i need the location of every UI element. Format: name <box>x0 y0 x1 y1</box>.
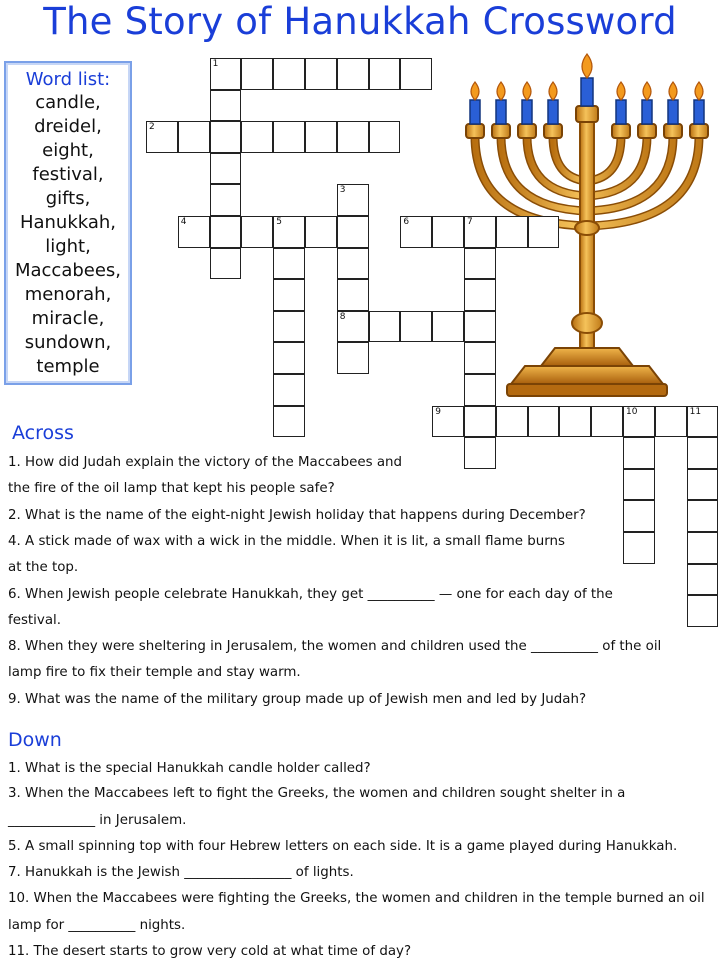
crossword-cell[interactable] <box>241 121 273 153</box>
crossword-cell[interactable] <box>273 121 305 153</box>
crossword-cell[interactable] <box>623 469 655 501</box>
crossword-cell[interactable] <box>687 406 719 438</box>
word-list-item: light, <box>45 236 91 257</box>
word-list-item: menorah, <box>24 284 112 305</box>
clue-number: 8 <box>339 311 346 322</box>
crossword-cell[interactable] <box>273 216 305 248</box>
crossword-cell[interactable] <box>337 248 369 280</box>
clue-line: the fire of the oil lamp that kept his people safe? <box>8 481 335 496</box>
clue-line: 11. The desert starts to grow very cold at what time of day? <box>8 944 412 959</box>
clue-number: 11 <box>689 406 702 417</box>
crossword-cell[interactable] <box>210 153 242 185</box>
clue-line: 5. A small spinning top with four Hebrew letters on each side. It is a game played during Hanukkah. <box>8 839 678 854</box>
crossword-cell[interactable] <box>337 342 369 374</box>
crossword-cell[interactable] <box>273 248 305 280</box>
crossword-cell[interactable] <box>305 58 337 90</box>
crossword-cell[interactable] <box>432 311 464 343</box>
crossword-cell[interactable] <box>655 406 687 438</box>
crossword-cell[interactable] <box>623 406 655 438</box>
crossword-cell[interactable] <box>687 437 719 469</box>
across-heading: Across <box>12 422 74 444</box>
clue-line: lamp fire to fix their temple and stay warm. <box>8 665 301 680</box>
crossword-cell[interactable] <box>337 216 369 248</box>
clue-number: 9 <box>435 406 441 417</box>
crossword-cell[interactable] <box>210 184 242 216</box>
word-list-item: Hanukkah, <box>19 212 117 233</box>
crossword-cell[interactable] <box>687 532 719 564</box>
crossword-cell[interactable] <box>400 216 432 248</box>
clue-line: 4. A stick made of wax with a wick in the middle. When it is lit, a small flame burns <box>8 534 565 549</box>
crossword-cell[interactable] <box>687 469 719 501</box>
crossword-cell[interactable] <box>241 58 273 90</box>
crossword-cell[interactable] <box>528 216 560 248</box>
crossword-cell[interactable] <box>464 248 496 280</box>
clue-number: 2 <box>149 122 155 133</box>
clue-line: 2. What is the name of the eight-night Jewish holiday that happens during December? <box>8 508 586 523</box>
clue-line: 8. When they were sheltering in Jerusalem, the women and children used the __________ of the oil <box>8 639 662 654</box>
clue-line: 6. When Jewish people celebrate Hanukkah, they get __________ — one for each day of the <box>8 587 613 602</box>
clue-line: 10. When the Maccabees were fighting the Greeks, the women and children in the temple burned an oil <box>8 891 705 906</box>
crossword-cell[interactable] <box>432 406 464 438</box>
clue-line: _____________ in Jerusalem. <box>8 813 187 828</box>
crossword-cell[interactable] <box>337 279 369 311</box>
crossword-cell[interactable] <box>400 58 432 90</box>
clue-number: 10 <box>626 406 638 417</box>
crossword-cell[interactable] <box>305 121 337 153</box>
clue-number: 1 <box>212 59 219 69</box>
word-list-item: Maccabees, <box>14 260 122 281</box>
crossword-grid <box>0 0 720 480</box>
crossword-cell[interactable] <box>337 58 369 90</box>
crossword-cell[interactable] <box>210 248 242 280</box>
crossword-cell[interactable] <box>464 216 496 248</box>
crossword-cell[interactable] <box>273 311 305 343</box>
clue-number: 5 <box>276 217 282 227</box>
crossword-cell[interactable] <box>623 500 655 532</box>
page-title: The Story of Hanukkah Crossword <box>43 0 677 43</box>
word-list-item: gifts, <box>45 188 91 209</box>
crossword-cell[interactable] <box>273 374 305 406</box>
word-list-item: temple <box>36 356 100 377</box>
crossword-cell[interactable] <box>591 406 623 438</box>
crossword-cell[interactable] <box>623 532 655 564</box>
crossword-cell[interactable] <box>210 90 242 122</box>
crossword-cell[interactable] <box>623 437 655 469</box>
crossword-cell[interactable] <box>241 216 273 248</box>
crossword-cell[interactable] <box>369 311 401 343</box>
crossword-cell[interactable] <box>273 342 305 374</box>
clue-line: 7. Hanukkah is the Jewish ________________ of lights. <box>8 865 354 880</box>
crossword-cell[interactable] <box>528 406 560 438</box>
crossword-cell[interactable] <box>559 406 591 438</box>
crossword-cell[interactable] <box>273 406 305 438</box>
crossword-cell[interactable] <box>400 311 432 343</box>
crossword-cell[interactable] <box>464 311 496 343</box>
crossword-cell[interactable] <box>146 121 178 153</box>
crossword-cell[interactable] <box>464 374 496 406</box>
crossword-cell[interactable] <box>305 216 337 248</box>
crossword-cell[interactable] <box>464 279 496 311</box>
crossword-cell[interactable] <box>687 500 719 532</box>
crossword-cell[interactable] <box>464 437 496 469</box>
crossword-cell[interactable] <box>464 406 496 438</box>
crossword-cell[interactable] <box>273 58 305 90</box>
crossword-cell[interactable] <box>337 121 369 153</box>
clue-line: 3. When the Maccabees left to fight the Greeks, the women and children sought shelter in a <box>8 786 626 801</box>
crossword-cell[interactable] <box>178 216 210 248</box>
clue-number: 6 <box>403 217 410 227</box>
crossword-cell[interactable] <box>337 311 369 343</box>
crossword-cell[interactable] <box>369 58 401 90</box>
crossword-cell[interactable] <box>273 279 305 311</box>
clue-line: lamp for __________ nights. <box>8 918 186 933</box>
crossword-cell[interactable] <box>496 216 528 248</box>
word-list-item: miracle, <box>31 308 105 329</box>
word-list-item: festival, <box>32 164 104 185</box>
word-list-item: sundown, <box>24 332 112 353</box>
crossword-cell[interactable] <box>369 121 401 153</box>
crossword-cell[interactable] <box>432 216 464 248</box>
down-heading: Down <box>8 729 62 751</box>
clue-number: 7 <box>467 217 473 227</box>
crossword-cell[interactable] <box>178 121 210 153</box>
clue-line: 1. How did Judah explain the victory of the Maccabees and <box>8 455 403 470</box>
word-list-item: eight, <box>42 140 94 161</box>
crossword-cell[interactable] <box>687 595 719 627</box>
crossword-cell[interactable] <box>337 184 369 216</box>
word-list-item: candle, <box>35 92 101 113</box>
crossword-cell[interactable] <box>210 58 242 90</box>
clue-line: at the top. <box>8 560 79 575</box>
crossword-cell[interactable] <box>687 564 719 596</box>
crossword-cell[interactable] <box>464 342 496 374</box>
word-list-title: Word list: <box>25 69 111 90</box>
crossword-cell[interactable] <box>210 216 242 248</box>
word-list-item: dreidel, <box>34 116 102 137</box>
crossword-cell[interactable] <box>496 406 528 438</box>
clue-line: 1. What is the special Hanukkah candle holder called? <box>8 761 371 776</box>
clue-line: festival. <box>8 613 62 628</box>
crossword-cell[interactable] <box>210 121 242 153</box>
clue-number: 4 <box>180 217 187 227</box>
clue-number: 3 <box>339 185 346 196</box>
clue-line: 9. What was the name of the military group made up of Jewish men and led by Judah? <box>8 692 587 707</box>
